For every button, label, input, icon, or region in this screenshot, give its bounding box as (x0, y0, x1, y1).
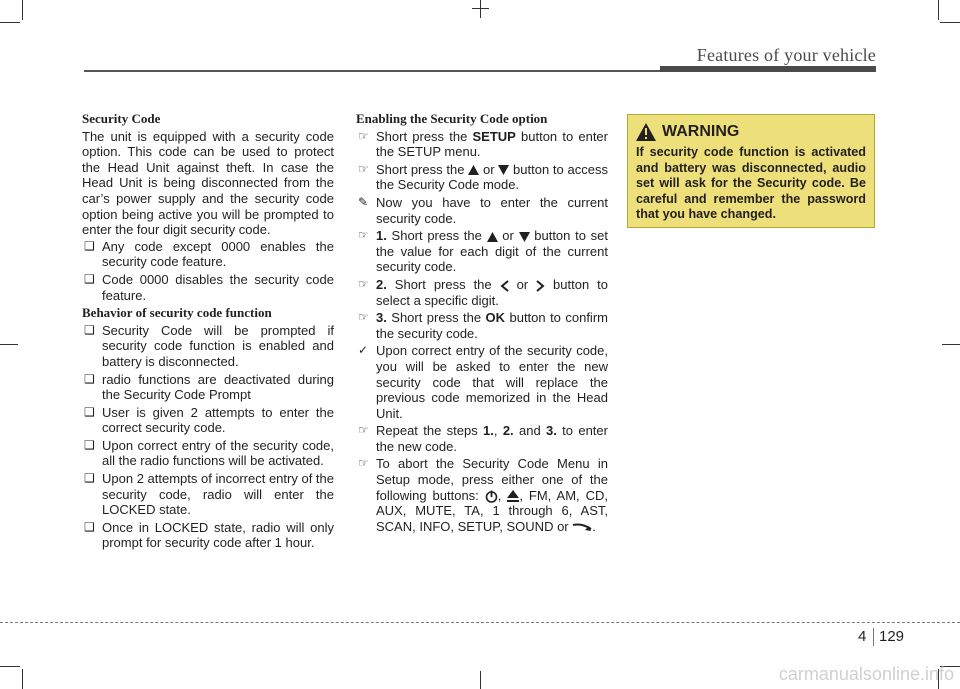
list-item: ❑ Upon correct entry of the security code, all the radio functions will be activated. (84, 437, 334, 469)
chevron-right-icon (536, 280, 545, 292)
step-item: ☞ 2. Short press the or button to select a specific digit. (358, 276, 608, 308)
check-icon: ✓ (358, 343, 369, 358)
header-rule-accent (660, 66, 876, 72)
triangle-down-icon (519, 232, 530, 242)
power-icon (485, 490, 498, 503)
checkbox-bullet-icon: ❑ (84, 519, 95, 534)
step-item: ☞ Repeat the steps 1., 2. and 3. to enter the new code. (358, 423, 608, 454)
footer-rule (0, 622, 960, 623)
left-column (82, 111, 334, 553)
warning-triangle-icon (636, 123, 656, 141)
warning-box (627, 114, 875, 228)
warning-header (636, 123, 866, 141)
crop-mark (480, 0, 481, 18)
checkbox-bullet-icon: ❑ (84, 238, 95, 253)
triangle-down-icon (498, 165, 509, 175)
step-item: ☞ 3. Short press the OK button to confirm the security code. (358, 310, 608, 341)
warning-text: If security code function is activated and battery was disconnected, audio set will ask for the Security code. Be careful and remember the password that you have changed. (636, 145, 866, 222)
step-item: ✎ Now you have to enter the current security code. (358, 194, 608, 226)
checkbox-bullet-icon: ❑ (84, 471, 95, 486)
page-separator (873, 628, 874, 646)
list-item: ❑ Any code except 0000 enables the security code feature. (84, 238, 334, 270)
pointer-icon: ☞ (358, 161, 369, 176)
checkbox-bullet-icon: ❑ (84, 322, 95, 337)
intro-paragraph: The unit is equipped with a security code option. This code can be used to protect the Head Unit against theft. In case the Head Unit is being disconnected from the car’s power supply and the security code option being active you will be prompted to enter the four digit security code. (82, 128, 334, 238)
step-item: ☞ Short press the SETUP button to enter the SETUP menu. (358, 128, 608, 160)
crop-mark (0, 666, 20, 667)
crop-mark (0, 344, 18, 345)
pointer-icon: ☞ (358, 228, 369, 243)
triangle-up-icon (468, 165, 479, 175)
checkbox-bullet-icon: ❑ (84, 271, 95, 286)
list-item: ❑ Once in LOCKED state, radio will only prompt for security code after 1 hour. (84, 519, 334, 551)
crop-mark (0, 22, 20, 23)
pointer-icon: ☞ (358, 423, 369, 438)
step-item: ☞ To abort the Security Code Menu in Setup mode, press either one of the following buttons: , , FM, AM, CD, AUX, MUTE, TA, 1 through 6, AST, SCAN, INFO, SETUP, SOUND or . (358, 456, 608, 534)
chevron-left-icon (500, 280, 509, 292)
eject-icon (507, 490, 519, 502)
crop-mark (22, 669, 23, 689)
heading-security-code: Security Code (82, 111, 161, 126)
crop-mark (938, 0, 939, 20)
list-item: ❑ Security Code will be prompted if security code function is enabled and battery is disconnected. (84, 322, 334, 369)
crop-mark (480, 671, 481, 689)
checkbox-bullet-icon: ❑ (84, 371, 95, 386)
chapter-number: 4 (858, 628, 867, 645)
list-item: ❑ Code 0000 disables the security code feature. (84, 271, 334, 303)
step-item: ✓ Upon correct entry of the security code, you will be asked to enter the new security code that will replace the previous code memorized in the Head Unit. (358, 343, 608, 421)
step-item: ☞ Short press the or button to access the Security Code mode. (358, 161, 608, 193)
watermark: carmanualsonline.info (778, 664, 954, 684)
pointer-icon: ☞ (358, 128, 369, 143)
list-item: ❑ radio functions are deactivated during the Security Code Prompt (84, 371, 334, 403)
pencil-icon: ✎ (358, 194, 369, 209)
pointer-icon: ☞ (358, 456, 369, 471)
triangle-up-icon (487, 232, 498, 242)
checkbox-bullet-icon: ❑ (84, 404, 95, 419)
right-column (356, 111, 608, 536)
list-item: ❑ Upon 2 attempts of incorrect entry of the security code, radio will enter the LOCKED state. (84, 471, 334, 518)
heading-enabling: Enabling the Security Code option (356, 111, 548, 126)
step-item: ☞ 1. Short press the or button to set the value for each digit of the current security code. (358, 228, 608, 275)
warning-title: WARNING (662, 123, 740, 140)
crop-mark (942, 344, 960, 345)
crop-mark (472, 8, 489, 9)
list-item: ❑ User is given 2 attempts to enter the correct security code. (84, 404, 334, 436)
heading-behavior: Behavior of security code function (82, 305, 272, 321)
section-title: Features of your vehicle (696, 45, 876, 65)
pointer-icon: ☞ (358, 310, 369, 325)
checkbox-bullet-icon: ❑ (84, 437, 95, 452)
crop-mark (940, 22, 960, 23)
crop-mark (22, 0, 23, 20)
pointer-icon: ☞ (358, 276, 369, 291)
back-arrow-icon (572, 522, 592, 532)
page-number: 129 (879, 628, 905, 645)
